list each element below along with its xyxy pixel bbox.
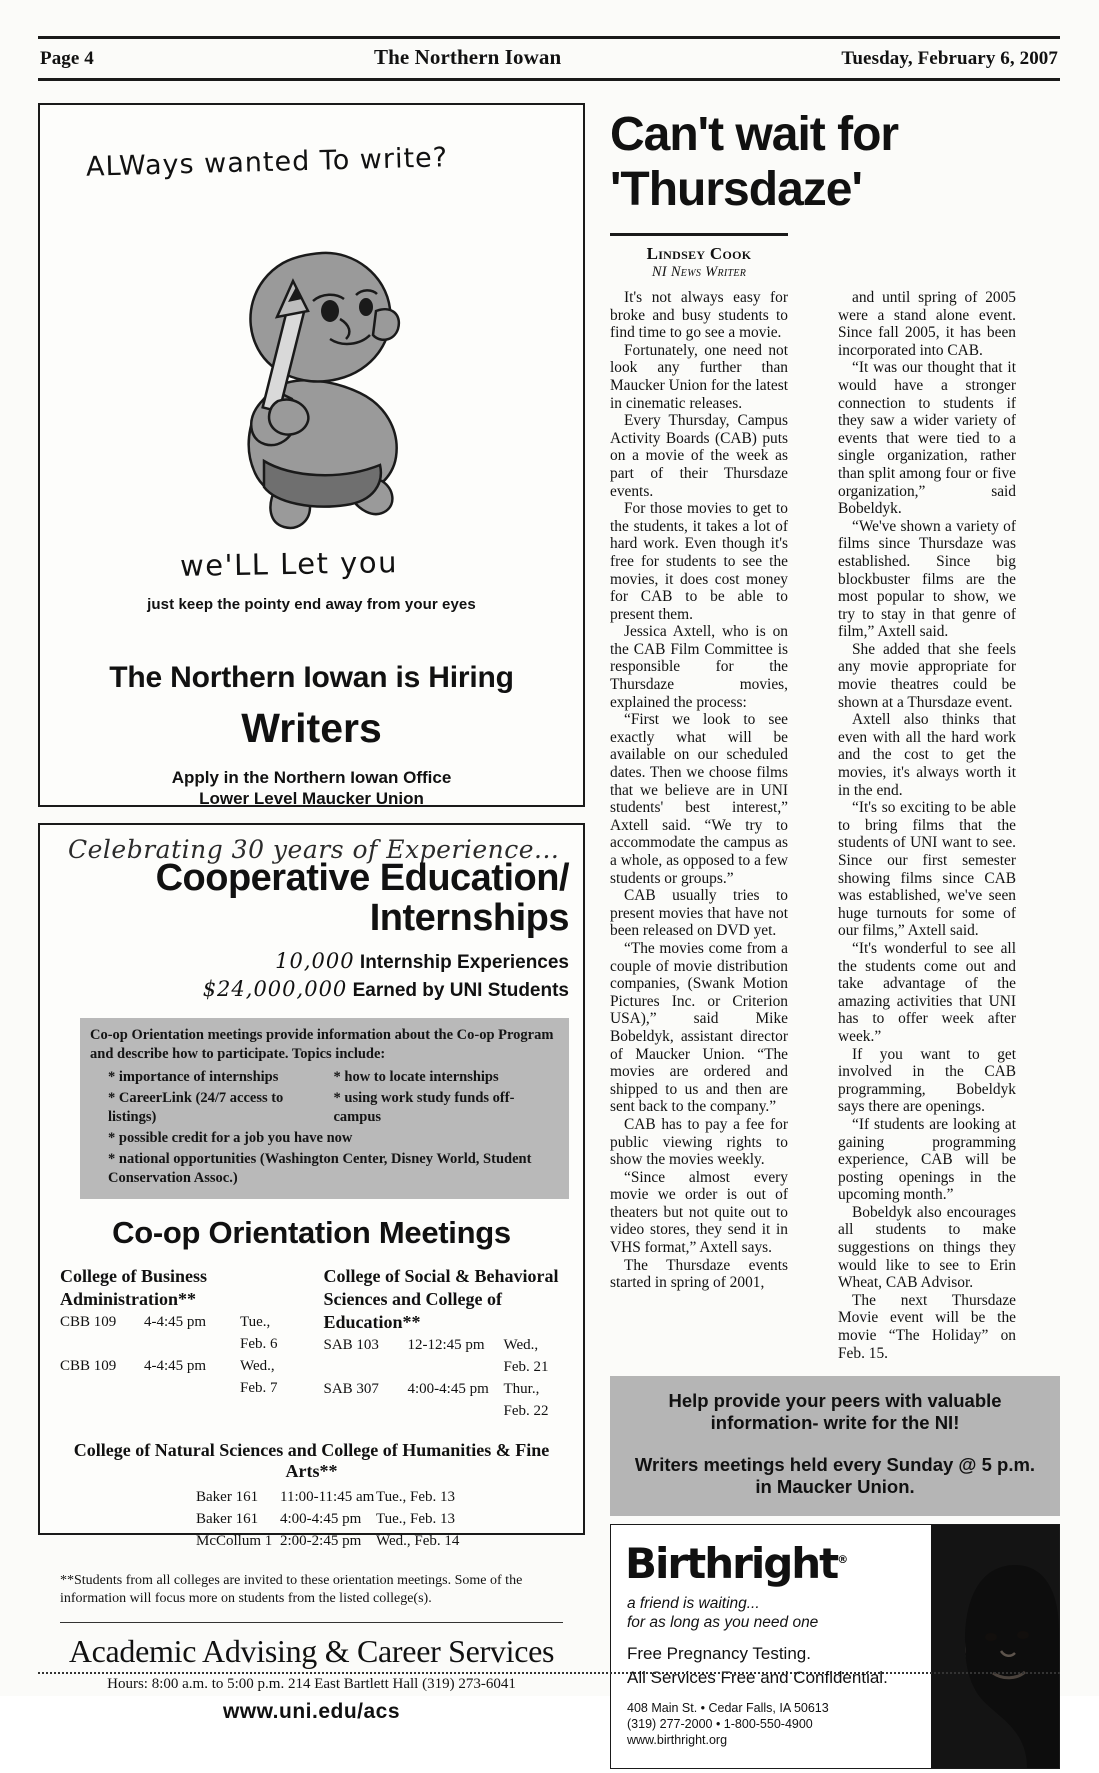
article-paragraph: “If students are looking at gaining programming experience, CAB will be posting openings in the upcoming month.” — [838, 1115, 1016, 1204]
hiring-caption: just keep the pointy end away from your eyes — [147, 596, 476, 613]
coop-script-tagline: Celebrating 30 years of Experience... — [68, 835, 560, 864]
article-paragraph: “It's so exciting to be able to bring films that the students of UNI want to see. Since our first semester showing films since CAB was established, we've seen huge turnouts for some of our films,” Axtell said. — [838, 799, 1016, 940]
hiring-apply-line-1: Apply in the Northern Iowan Office — [171, 768, 452, 787]
article-paragraph: “First we look to see exactly what will be available on our scheduled dates. Then we choose films that we believe are in UNI students' best interest,” Axtell said. “We try to accommodate the campus as a whole, as opposed to a few students or groups.” — [610, 711, 788, 887]
coop-topics-list — [90, 1067, 559, 1189]
coop-divider — [60, 1622, 563, 1623]
coop-stat-2-number: $24,000,000 — [202, 977, 348, 1001]
hiring-handwritten-subheadline: we'LL Let you — [179, 545, 399, 583]
coop-schedule-top — [54, 1265, 569, 1422]
birthright-advertisement — [610, 1524, 1060, 1769]
meeting-day: Tue., Feb. 6 — [240, 1314, 278, 1352]
table-row — [196, 1508, 569, 1530]
meeting-day: Wed., Feb. 14 — [376, 1533, 460, 1549]
birthright-address: 408 Main St. • Cedar Falls, IA 50613 — [627, 1701, 829, 1716]
article-paragraph: CAB has to pay a fee for public viewing rights to show the movies weekly. — [610, 1115, 788, 1169]
masthead-bottom-rule — [38, 78, 1060, 81]
meeting-time: 2:00-2:45 pm — [280, 1533, 362, 1549]
cartoon-writer-illustration — [180, 215, 480, 550]
table-row — [60, 1355, 300, 1399]
peers-ad-headline — [618, 1390, 1052, 1434]
article-paragraph: CAB usually tries to present movies that have not been released on DVD yet. — [610, 887, 788, 940]
coop-title-line-1: Cooperative Education/ — [155, 857, 569, 899]
meeting-day: Wed., Feb. 7 — [240, 1358, 278, 1396]
coop-group-heading-line-1: College of Business — [60, 1266, 208, 1286]
birthright-website[interactable]: www.birthright.org — [627, 1733, 728, 1748]
birthright-tagline-2: for as long as you need one — [627, 1614, 819, 1632]
coop-topic-item: * possible credit for a job you have now — [108, 1130, 353, 1146]
article-headline-line-1 — [610, 107, 1060, 162]
page-bottom-rule — [38, 1672, 1060, 1674]
coop-group-heading — [324, 1265, 564, 1334]
article-paragraph: “It was our thought that it would have a stronger connection to students if they saw a wider variety of events that were tied to a single organization, rather than split among four or five organization,” said Bobeldyk. — [838, 359, 1016, 518]
coop-stat-2-label: Earned by UNI Students — [352, 980, 569, 1001]
byline-author: Lindsey Cook — [646, 244, 752, 263]
article-paragraph: For those movies to get to the students, it takes a lot of hard work. Even though it's free for students to see the movies, it does cost money for CAB to be able to present them. — [610, 500, 788, 623]
coop-group-heading-line-2: Sciences and College of Education** — [323, 1289, 502, 1332]
article-column-1 — [610, 289, 788, 1362]
table-row — [196, 1486, 569, 1508]
meeting-room: SAB 103 — [323, 1337, 379, 1353]
meeting-room: McCollum 1 — [196, 1533, 273, 1549]
hiring-writers-line: Writers — [241, 705, 382, 751]
birthright-service-2: All Services Free and Confidential. — [627, 1668, 888, 1688]
article-paragraph: The next Thursdaze Movie event will be the movie “The Holiday” on Feb. 15. — [838, 1291, 1016, 1362]
coop-topic-item: * national opportunities (Washington Center, Disney World, Student Conservation Assoc.) — [108, 1151, 532, 1186]
birthright-service-1: Free Pregnancy Testing. — [627, 1644, 811, 1664]
birthright-phone: (319) 277-2000 • 1-800-550-4900 — [627, 1717, 813, 1732]
coop-topics-intro: Co-op Orientation meetings provide information about the Co-op Program and describe how to participate. Topics include: — [90, 1027, 554, 1062]
article-paragraph: Jessica Axtell, who is on the CAB Film Committee is responsible for the Thursdaze movies, explained the process: — [610, 623, 788, 711]
coop-advertisement — [38, 823, 585, 1723]
peers-ad-line-1: Help provide your peers with valuable — [668, 1390, 1002, 1412]
coop-department-name: Academic Advising & Career Services — [68, 1633, 555, 1669]
masthead — [38, 36, 1060, 81]
meeting-time: 4-4:45 pm — [144, 1314, 207, 1330]
article-paragraph: “Since almost every movie we order is out of theaters but not quite out to video stores, they send it in VHS format,” Axtell says. — [610, 1168, 788, 1257]
meeting-room: SAB 307 — [323, 1381, 379, 1397]
hiring-apply-block — [40, 767, 583, 809]
meeting-time: 11:00-11:45 am — [280, 1489, 375, 1505]
meeting-room: Baker 161 — [196, 1511, 259, 1527]
article-paragraph: She added that she feels any movie appropriate for movie theatres could be shown at a Thursdaze event. — [838, 640, 1016, 711]
page-content — [38, 103, 1060, 1748]
table-row — [60, 1311, 300, 1355]
coop-topic-item: * CareerLink (24/7 access to listings) — [108, 1090, 284, 1125]
meeting-day: Thur., Feb. 22 — [503, 1381, 549, 1419]
coop-title-line-2: Internships — [369, 897, 569, 939]
article-paragraph: Every Thursday, Campus Activity Boards (CAB) puts on a movie of the week as part of their Thursdaze events. — [610, 412, 788, 500]
coop-topic-item: * how to locate internships — [333, 1069, 499, 1085]
hiring-advertisement — [38, 103, 585, 807]
coop-stat-earnings — [54, 976, 569, 1004]
issue-date: Tuesday, February 6, 2007 — [841, 48, 1058, 69]
article-headline-text-1: Can't wait for — [610, 108, 899, 161]
peers-ad-line-4: in Maucker Union. — [755, 1476, 915, 1498]
left-column — [38, 103, 585, 1723]
byline-rule — [610, 233, 788, 236]
coop-stat-1-number: 10,000 — [275, 949, 355, 973]
hiring-main-line: The Northern Iowan is Hiring — [109, 661, 514, 694]
article-paragraph: and until spring of 2005 were a stand alone event. Since fall 2005, it has been incorporated into CAB. — [838, 289, 1016, 359]
meeting-room: Baker 161 — [196, 1489, 259, 1505]
coop-meetings-heading: Co-op Orientation Meetings — [112, 1215, 511, 1250]
article-headline — [610, 107, 1060, 217]
coop-group-heading-line-2: Administration** — [60, 1289, 197, 1309]
peers-ad-meetings — [618, 1454, 1052, 1498]
article-paragraph: If you want to get involved in the CAB programming, Bobeldyk says there are openings. — [838, 1045, 1016, 1116]
birthright-logo-text: Birthright — [625, 1539, 838, 1589]
coop-website-link[interactable]: www.uni.edu/acs — [222, 1700, 401, 1723]
table-row — [196, 1530, 569, 1552]
coop-schedule-natural-sciences — [54, 1486, 569, 1552]
coop-statistics — [54, 948, 569, 1004]
table-row — [324, 1378, 564, 1422]
coop-group-heading-natural-sciences: College of Natural Sciences and College of Humanities & Fine Arts** — [73, 1440, 550, 1481]
coop-schedule-group-business — [60, 1265, 300, 1422]
peers-ad-line-3: Writers meetings held every Sunday @ 5 p.m. — [634, 1454, 1036, 1476]
coop-title — [54, 858, 569, 938]
coop-topics-box — [80, 1018, 569, 1199]
coop-stat-internships — [54, 948, 569, 976]
article-headline-line-2: 'Thursdaze' — [610, 163, 862, 216]
birthright-tagline-1: a friend is waiting... — [627, 1595, 760, 1613]
article-paragraph: “We've shown a variety of films since Thursdaze was established. Since big blockbuster films are the most popular to show, we try to stay in that genre of film,” Axtell said. — [838, 517, 1016, 641]
coop-group-heading — [60, 1265, 300, 1311]
article-paragraph: “The movies come from a couple of movie distribution companies, (Swank Motion Pictures Inc. or Criterion USA),” said Mike Bobeldyk, assistant director of Maucker Union. “The movies are ordered and shipped to us and then are sent back to the company.” — [610, 939, 788, 1116]
article-paragraph: Bobeldyk also encourages all students to make suggestions on things they would like to see to Erin Wheat, CAB Advisor. — [838, 1203, 1016, 1292]
publication-title: The Northern Iowan — [373, 45, 562, 69]
article-body — [610, 289, 1060, 1362]
byline-role: NI News Writer — [651, 264, 747, 280]
meeting-room: CBB 109 — [60, 1358, 117, 1374]
article-paragraph: It's not always easy for broke and busy students to find time to go see a movie. — [610, 289, 788, 342]
peers-ad-line-2: information- write for the NI! — [710, 1412, 960, 1434]
page-number-label: Page 4 — [40, 48, 94, 69]
byline — [610, 244, 788, 281]
hiring-apply-line-2: Lower Level Maucker Union — [199, 789, 424, 808]
coop-group-heading-line-1: College of Social & Behavioral — [323, 1266, 559, 1286]
meeting-time: 4:00-4:45 pm — [407, 1381, 489, 1397]
write-for-ni-advertisement — [610, 1376, 1060, 1516]
coop-schedule-group-social-education — [324, 1265, 564, 1422]
coop-topic-item: * using work study funds off-campus — [333, 1090, 515, 1125]
coop-footnote: **Students from all colleges are invited to these orientation meetings. Some of the information will focus more on students from the listed college(s). — [60, 1573, 523, 1606]
table-row — [324, 1334, 564, 1378]
right-column — [610, 103, 1060, 1769]
meeting-time: 4:00-4:45 pm — [280, 1511, 362, 1527]
meeting-day: Tue., Feb. 13 — [376, 1511, 456, 1527]
coop-stat-1-label: Internship Experiences — [359, 952, 569, 973]
meeting-day: Tue., Feb. 13 — [376, 1489, 456, 1505]
meeting-time: 4-4:45 pm — [144, 1358, 207, 1374]
article-paragraph: Fortunately, one need not look any further than Maucker Union for the latest in cinematic releases. — [610, 341, 788, 412]
article-paragraph: The Thursdaze events started in spring of 2001, — [610, 1256, 788, 1292]
registered-trademark-icon: ® — [837, 1553, 849, 1567]
birthright-photo — [931, 1525, 1059, 1768]
meeting-time: 12-12:45 pm — [407, 1337, 485, 1353]
article-paragraph: “It's wonderful to see all the students come out and take advantage of the amazing activities that UNI has to offer week after week.” — [838, 939, 1016, 1045]
meeting-day: Wed., Feb. 21 — [503, 1337, 549, 1375]
coop-topic-item: * importance of internships — [108, 1069, 279, 1085]
meeting-room: CBB 109 — [60, 1314, 117, 1330]
coop-hours-contact: Hours: 8:00 a.m. to 5:00 p.m. 214 East Bartlett Hall (319) 273-6041 — [107, 1676, 516, 1692]
article-column-2 — [838, 289, 1016, 1362]
hiring-handwritten-headline: ALWays wanted To write? — [85, 142, 449, 183]
article-paragraph: Axtell also thinks that even with all the hard work and the cost to get the movies, it's always worth it in the end. — [838, 711, 1016, 799]
